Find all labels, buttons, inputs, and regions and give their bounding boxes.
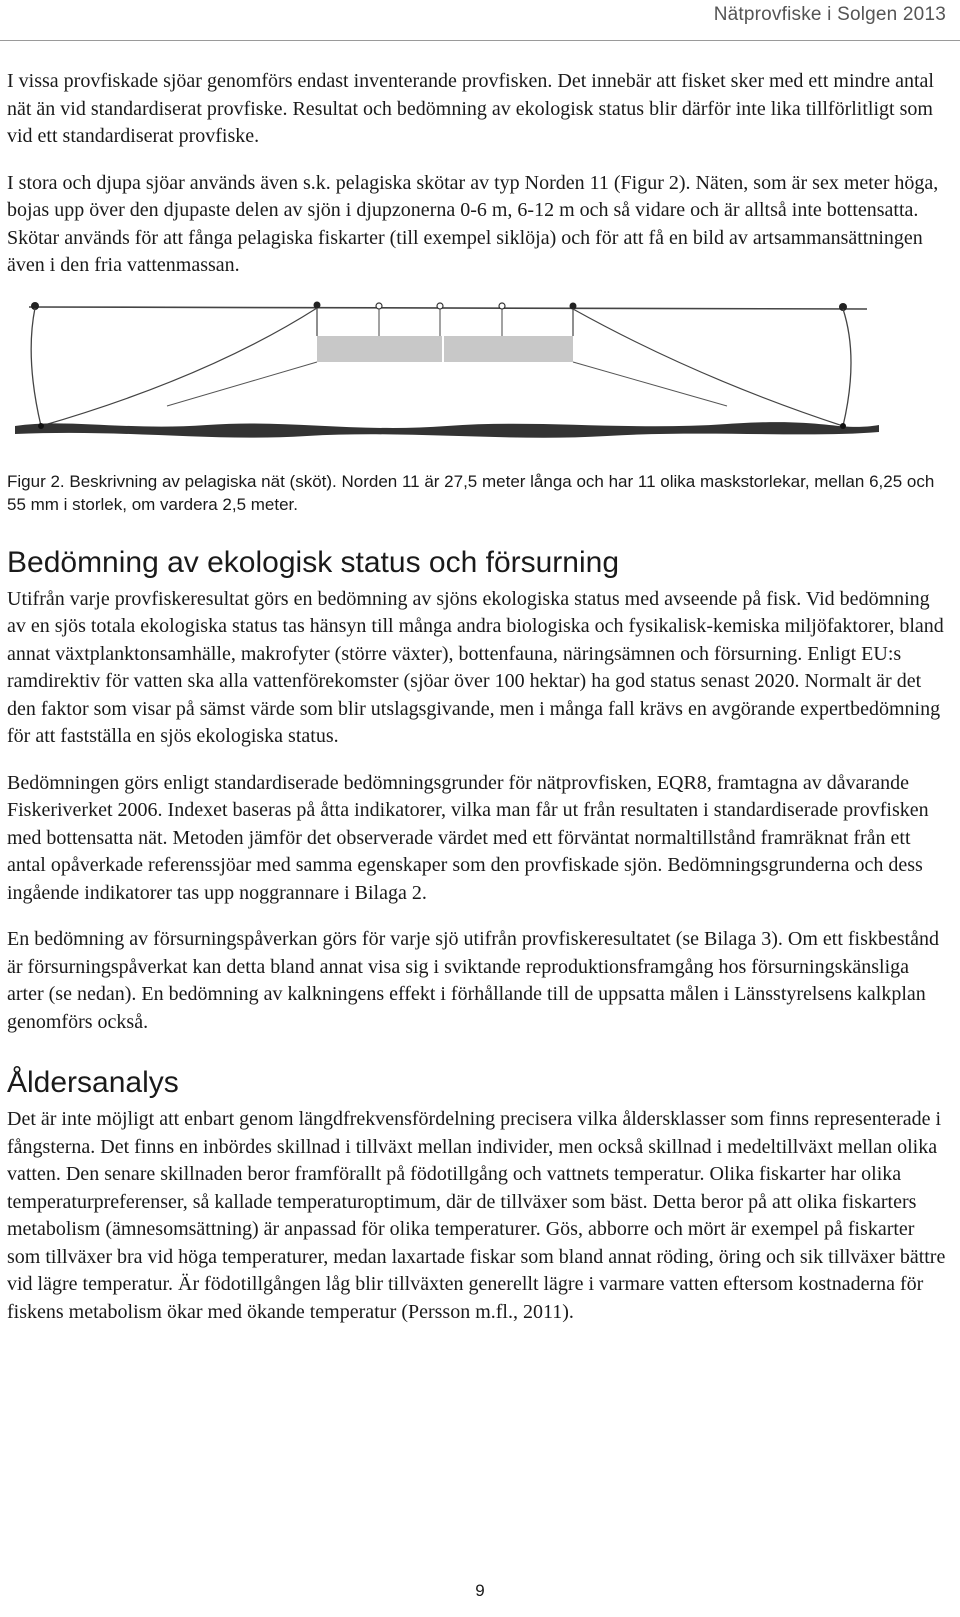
bridle-line-left xyxy=(41,308,317,426)
bridle-line-right xyxy=(573,309,843,426)
header-title: Nätprovfiske i Solgen 2013 xyxy=(713,4,946,25)
status-paragraph-1: Utifrån varje provfiskeresultat görs en bedömning av sjöns ekologiska status med avseende på fisk. Vid bedömning av en sjös totala ekologiska status tas hänsyn till många andra biologiska och fysikalisk-kemiska miljöfaktorer, bland annat växtplanktonsamhälle, makrofyter (större växter), bottenfauna, näringsämnen och försurning. Enligt EU:s ramdirektiv för vatten ska alla vattenförekomster (sjöar över 100 hektar) ha god status senast 2020. Normalt är det den faktor som visar på sämst värde som blir utslagsgivande, men i många fall krävs en avgörande expertbedömning för att fastställa en sjös ekologiska status. xyxy=(7,587,944,747)
float-buoy-open xyxy=(499,303,505,309)
section-heading-status: Bedömning av ekologisk status och försurning xyxy=(7,545,620,579)
pelagic-net-diagram xyxy=(7,298,887,448)
page-header xyxy=(0,0,960,41)
section-heading-age: Åldersanalys xyxy=(7,1066,179,1099)
float-buoy-open xyxy=(376,303,382,309)
status-paragraph-2: Bedömningen görs enligt standardiserade bedömningsgrunder för nätprovfisken, EQR8, framtagna av dåvarande Fiskeriverket 2006. Indexet baseras på åtta indikatorer, vilka man får ut från resultaten i standardiserade provfisken med bottensatta nät. Metoden jämför det observerade värdet med ett förväntat normaltillstånd framräknat från ett antal opåverkade referenssjöar med samma egenskaper som den provfiskade sjön. Bedömningsgrunderna och dess ingående indikatorer tas upp noggrannare i Bilaga 2. xyxy=(7,771,929,904)
pelagic-net-figure xyxy=(7,298,887,448)
float-buoy-open xyxy=(437,303,443,309)
figure-caption: Figur 2. Beskrivning av pelagiska nät (sköt). Norden 11 är 27,5 meter långa och har 11 olika maskstorlekar, mellan 6,25 och 55 mm i storlek, om vardera 2,5 meter. xyxy=(7,471,935,514)
lake-bottom xyxy=(15,422,879,438)
anchor-rope-right xyxy=(843,309,851,426)
age-paragraph-1: Det är inte möjligt att enbart genom längdfrekvensfördelning precisera vilka åldersklasser som finns representerade i fångsterna. Det finns en inbördes skillnad i tillväxt mellan individer, men också skillnad i medeltillväxt mellan olika vatten. Den senare skillnaden beror framförallt på födotillgång och vattnets temperatur. Olika fiskarter har olika temperaturpreferenser, så kallade temperaturoptimum, där de tillväxer som bäst. Detta beror på att olika fiskarters metabolism (ämnesomsättning) är anpassad för olika temperaturer. Gös, abborre och mört är exempel på fiskarter som tillväxer bra vid höga temperaturer, medan laxartade fiskar som bland annat röding, öring och sik tillväxer bättre vid lägre temperatur. Är födotillgången låg blir tillväxten generellt lägre i varmare vatten eftersom kostnaderna för fiskens metabolism ökar med ökande temperatur (Persson m.fl., 2011). xyxy=(7,1108,946,1323)
status-paragraph-3: En bedömning av försurningspåverkan görs för varje sjö utifrån provfiskeresultatet (se Bilaga 3). Om ett fiskbestånd är försurningspåverkat kan detta bland annat visa sig i sviktande reproduktionsframgång hos försurningskänsliga arter (se nedan). En bedömning av kalkningens effekt i förhållande till de uppsatta målen i Länsstyrelsens kalkplan genomförs också. xyxy=(7,928,939,1033)
anchor-rope-left xyxy=(31,308,41,426)
page-number: 9 xyxy=(475,1581,485,1600)
water-surface-line xyxy=(29,307,867,309)
intro-paragraph-1: I vissa provfiskade sjöar genomförs endast inventerande provfisken. Det innebär att fisket sker med ett mindre antal nät än vid standardiserat provfiske. Resultat och bedömning av ekologisk status blir därför inte lika tillförlitligt som vid ett standardiserat provfiske. xyxy=(7,70,934,147)
intro-paragraph-2: I stora och djupa sjöar används även s.k. pelagiska skötar av typ Norden 11 (Figur 2). Näten, som är sex meter höga, bojas upp över den djupaste delen av sjön i djupzonerna 0-6 m, 6-12 m och så vidare och är alltså inte bottensatta. Skötar används för att fånga pelagiska fiskarter (till exempel siklöja) och för att få en bild av artsammansättningen även i den fria vattenmassan. xyxy=(7,171,939,276)
document-body xyxy=(7,68,947,1326)
float-buoy xyxy=(570,302,577,309)
net-panel xyxy=(317,336,573,362)
float-buoy xyxy=(314,301,321,308)
